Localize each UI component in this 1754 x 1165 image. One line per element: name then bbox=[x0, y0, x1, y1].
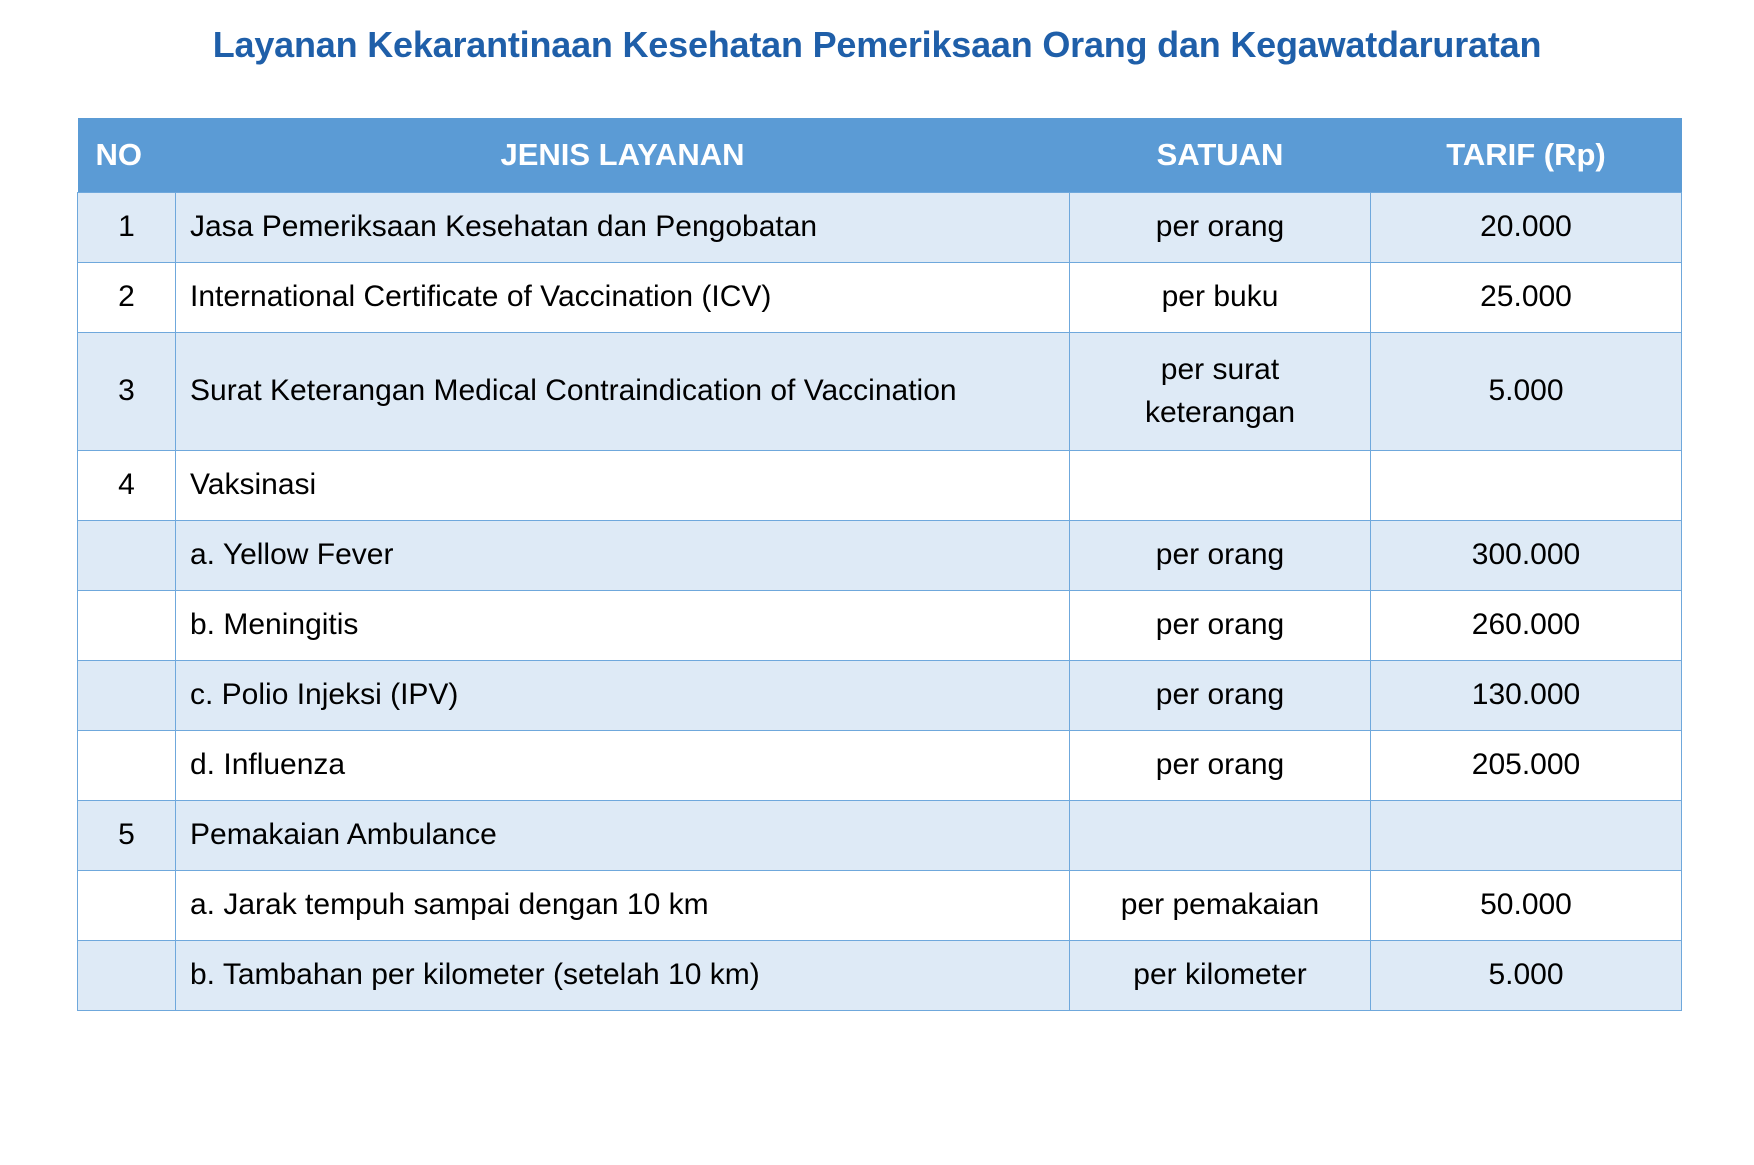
cell-jenis: Surat Keterangan Medical Contraindication of Vaccination bbox=[176, 333, 1070, 451]
cell-tarif: 5.000 bbox=[1371, 333, 1682, 451]
table-row bbox=[78, 731, 1682, 801]
cell-tarif bbox=[1371, 801, 1682, 871]
cell-no bbox=[78, 591, 176, 661]
cell-satuan: per orang bbox=[1070, 193, 1371, 263]
cell-no: 3 bbox=[78, 333, 176, 451]
cell-tarif: 5.000 bbox=[1371, 941, 1682, 1011]
cell-tarif: 130.000 bbox=[1371, 661, 1682, 731]
cell-jenis: Vaksinasi bbox=[176, 451, 1070, 521]
cell-no bbox=[78, 661, 176, 731]
cell-satuan: per orang bbox=[1070, 591, 1371, 661]
cell-no bbox=[78, 941, 176, 1011]
cell-satuan: per buku bbox=[1070, 263, 1371, 333]
cell-jenis: Jasa Pemeriksaan Kesehatan dan Pengobatan bbox=[176, 193, 1070, 263]
cell-no: 4 bbox=[78, 451, 176, 521]
table-row bbox=[78, 871, 1682, 941]
table-header bbox=[78, 118, 1682, 193]
table-row bbox=[78, 591, 1682, 661]
cell-no bbox=[78, 521, 176, 591]
tariff-table bbox=[77, 118, 1682, 1011]
cell-tarif: 50.000 bbox=[1371, 871, 1682, 941]
cell-satuan: per orang bbox=[1070, 661, 1371, 731]
cell-satuan: per kilometer bbox=[1070, 941, 1371, 1011]
table-row bbox=[78, 451, 1682, 521]
page-title: Layanan Kekarantinaan Kesehatan Pemeriksaan Orang dan Kegawatdaruratan bbox=[212, 24, 1542, 65]
cell-satuan: per pemakaian bbox=[1070, 871, 1371, 941]
table-row bbox=[78, 333, 1682, 451]
cell-no: 5 bbox=[78, 801, 176, 871]
table-row bbox=[78, 521, 1682, 591]
cell-satuan: per orang bbox=[1070, 731, 1371, 801]
cell-satuan bbox=[1070, 333, 1371, 451]
cell-jenis: c. Polio Injeksi (IPV) bbox=[176, 661, 1070, 731]
cell-jenis: International Certificate of Vaccination (ICV) bbox=[176, 263, 1070, 333]
table-row bbox=[78, 801, 1682, 871]
cell-satuan: per orang bbox=[1070, 521, 1371, 591]
table-row bbox=[78, 193, 1682, 263]
table-body bbox=[78, 193, 1682, 1011]
column-header-satuan: SATUAN bbox=[1070, 118, 1371, 193]
cell-tarif: 20.000 bbox=[1371, 193, 1682, 263]
tariff-table-container bbox=[77, 118, 1681, 1011]
column-header-tarif: TARIF (Rp) bbox=[1371, 118, 1682, 193]
column-header-jenis: JENIS LAYANAN bbox=[176, 118, 1070, 193]
cell-jenis: b. Tambahan per kilometer (setelah 10 km) bbox=[176, 941, 1070, 1011]
cell-tarif: 300.000 bbox=[1371, 521, 1682, 591]
cell-satuan bbox=[1070, 801, 1371, 871]
cell-satuan bbox=[1070, 451, 1371, 521]
table-row bbox=[78, 263, 1682, 333]
table-row bbox=[78, 661, 1682, 731]
cell-tarif bbox=[1371, 451, 1682, 521]
cell-no: 2 bbox=[78, 263, 176, 333]
cell-tarif: 205.000 bbox=[1371, 731, 1682, 801]
cell-jenis: d. Influenza bbox=[176, 731, 1070, 801]
cell-satuan-line2: keterangan bbox=[1144, 395, 1296, 429]
cell-no: 1 bbox=[78, 193, 176, 263]
cell-jenis: b. Meningitis bbox=[176, 591, 1070, 661]
cell-jenis: a. Jarak tempuh sampai dengan 10 km bbox=[176, 871, 1070, 941]
cell-jenis: a. Yellow Fever bbox=[176, 521, 1070, 591]
cell-no bbox=[78, 731, 176, 801]
table-row bbox=[78, 941, 1682, 1011]
table-header-row bbox=[78, 118, 1682, 193]
cell-tarif: 260.000 bbox=[1371, 591, 1682, 661]
cell-no bbox=[78, 871, 176, 941]
cell-tarif: 25.000 bbox=[1371, 263, 1682, 333]
column-header-no: NO bbox=[78, 118, 176, 193]
cell-satuan-line1: per surat bbox=[1160, 352, 1280, 386]
cell-jenis: Pemakaian Ambulance bbox=[176, 801, 1070, 871]
